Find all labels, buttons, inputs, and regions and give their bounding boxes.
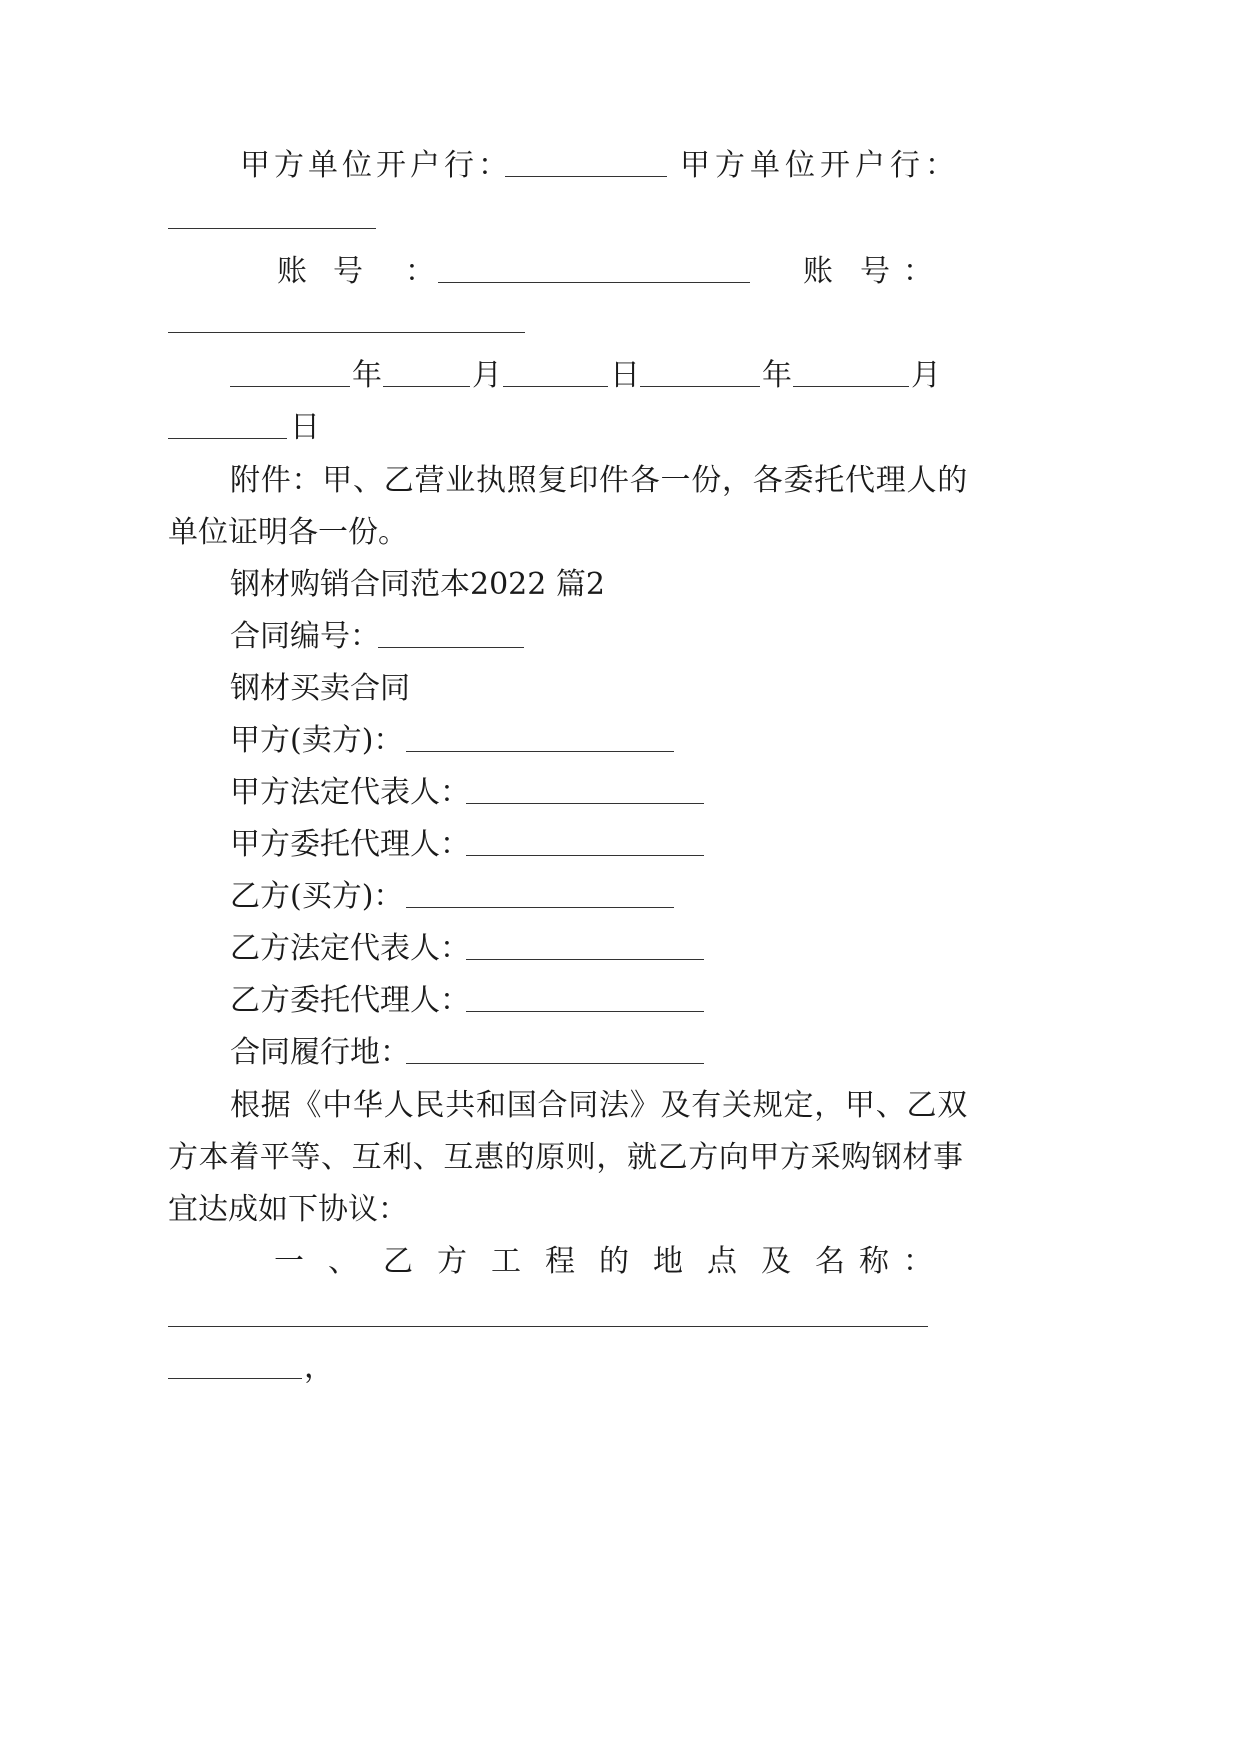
attachment-text-2: 单位证明各一份。 bbox=[168, 515, 408, 550]
item1-char: 名 bbox=[815, 1244, 845, 1279]
party-a-blank[interactable] bbox=[406, 751, 674, 752]
account-label-a-char1: 账 bbox=[277, 254, 307, 289]
party-b-blank[interactable] bbox=[406, 907, 674, 908]
account-label-b-colon: ： bbox=[903, 254, 933, 289]
para-text-3: 宜达成如下协议： bbox=[168, 1192, 408, 1227]
item1-char: 方 bbox=[437, 1244, 467, 1279]
item1-char: 一 bbox=[274, 1244, 304, 1279]
bank-blank-a[interactable] bbox=[505, 176, 667, 177]
item1-char: 及 bbox=[761, 1244, 791, 1279]
item1-end: ， bbox=[304, 1350, 334, 1385]
item1-blank-b[interactable] bbox=[168, 1378, 302, 1379]
account-label-a-char2: 号 bbox=[333, 254, 363, 289]
party-a-label: 甲方(卖方)： bbox=[230, 723, 404, 758]
date-year-a: 年 bbox=[352, 358, 382, 393]
item1-char: 乙 bbox=[383, 1244, 413, 1279]
date-blank-year-b[interactable] bbox=[640, 386, 760, 387]
date-blank-month-a[interactable] bbox=[383, 386, 470, 387]
date-blank-day-b[interactable] bbox=[168, 438, 287, 439]
contract-no-blank[interactable] bbox=[378, 647, 524, 648]
date-month-b: 月 bbox=[911, 358, 941, 393]
party-b-rep-label: 乙方法定代表人： bbox=[230, 931, 470, 966]
party-b-rep-blank[interactable] bbox=[466, 959, 704, 960]
bank-label-a: 甲方单位开户行： bbox=[240, 148, 512, 183]
item1-char: 、 bbox=[328, 1244, 358, 1279]
date-day-a: 日 bbox=[610, 358, 640, 393]
item1-blank-a[interactable] bbox=[168, 1326, 928, 1327]
party-b-agent-label: 乙方委托代理人： bbox=[230, 983, 470, 1018]
party-a-agent-blank[interactable] bbox=[466, 855, 704, 856]
attachment-text-1: 附件：甲、乙营业执照复印件各一份，各委托代理人的 bbox=[230, 463, 968, 498]
party-b-label: 乙方(买方)： bbox=[230, 879, 404, 914]
date-day-b: 日 bbox=[290, 410, 320, 445]
party-a-agent-label: 甲方委托代理人： bbox=[230, 827, 470, 862]
account-blank-a[interactable] bbox=[438, 282, 750, 283]
para-text-2: 方本着平等、互利、互惠的原则，就乙方向甲方采购钢材事 bbox=[168, 1140, 964, 1175]
item1-char: 程 bbox=[545, 1244, 575, 1279]
date-year-b: 年 bbox=[762, 358, 792, 393]
account-label-b-char2: 号 bbox=[860, 254, 890, 289]
item1-char: 工 bbox=[491, 1244, 521, 1279]
para-text-1: 根据《中华人民共和国合同法》及有关规定，甲、乙双 bbox=[230, 1088, 968, 1123]
place-label: 合同履行地： bbox=[230, 1035, 410, 1070]
date-blank-year-a[interactable] bbox=[230, 386, 350, 387]
item1-char: 的 bbox=[599, 1244, 629, 1279]
account-label-b-char1: 账 bbox=[803, 254, 833, 289]
bank-label-b: 甲方单位开户行： bbox=[680, 148, 960, 183]
contract-title-text: 钢材买卖合同 bbox=[230, 671, 410, 706]
date-blank-day-a[interactable] bbox=[503, 386, 608, 387]
date-blank-month-b[interactable] bbox=[793, 386, 909, 387]
item1-char: 地 bbox=[653, 1244, 683, 1279]
party-a-rep-blank[interactable] bbox=[466, 803, 704, 804]
party-a-rep-label: 甲方法定代表人： bbox=[230, 775, 470, 810]
place-blank[interactable] bbox=[406, 1063, 704, 1064]
account-label-a-colon: ： bbox=[405, 254, 435, 289]
party-b-agent-blank[interactable] bbox=[466, 1011, 704, 1012]
bank-blank-b[interactable] bbox=[168, 228, 376, 229]
contract-no-label: 合同编号： bbox=[230, 619, 380, 654]
section-title-text: 钢材购销合同范本2022 篇2 bbox=[230, 567, 605, 602]
account-blank-b[interactable] bbox=[168, 332, 525, 333]
item1-char: 称 bbox=[859, 1244, 889, 1279]
date-month-a: 月 bbox=[472, 358, 502, 393]
item1-char: 点 bbox=[707, 1244, 737, 1279]
item1-char: ： bbox=[903, 1244, 933, 1279]
